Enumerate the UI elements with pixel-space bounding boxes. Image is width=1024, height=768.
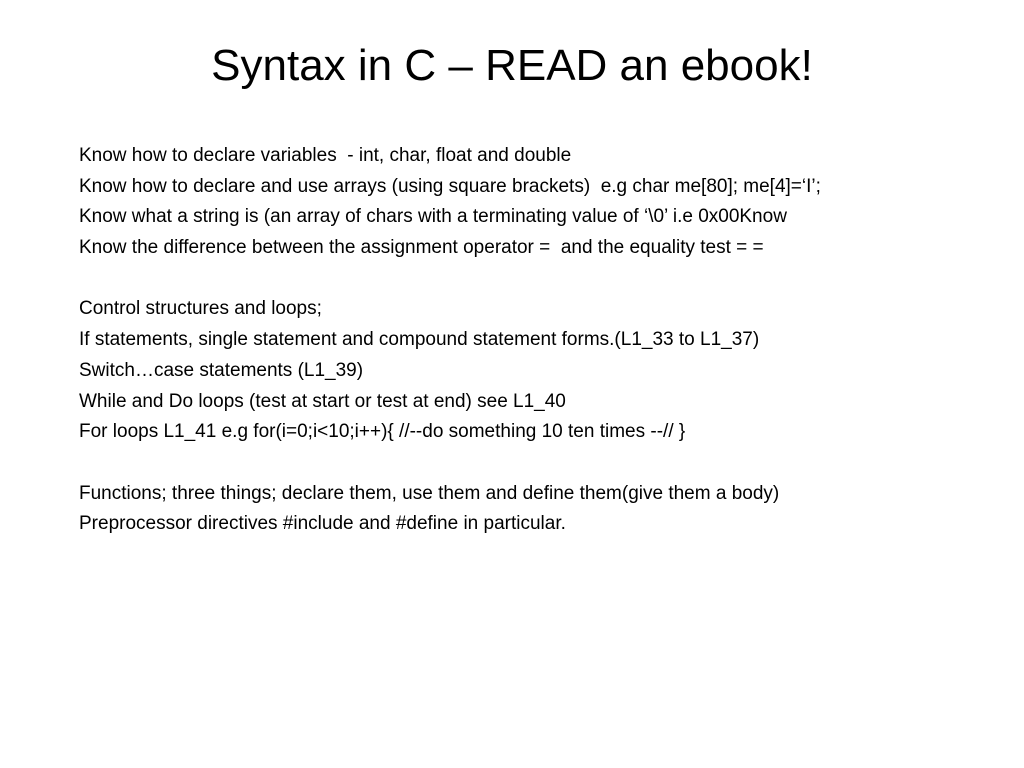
body-line-while-loops: While and Do loops (test at start or test at end) see L1_40 [79, 390, 566, 412]
blank-line [79, 448, 1014, 479]
body-line-arrays: Know how to declare and use arrays (using square brackets) e.g char me[80]; me[4]=‘I’; [79, 175, 821, 197]
body-line-control-structures: Control structures and loops; [79, 298, 322, 320]
body-line-switch: Switch…case statements (L1_39) [79, 359, 364, 381]
body-line-functions: Functions; three things; declare them, use them and define them(give them a body) [79, 482, 780, 504]
body-line-preprocessor: Preprocessor directives #include and #define in particular. [79, 513, 566, 535]
slide-title: Syntax in C – READ an ebook! [211, 41, 813, 90]
body-line-for-loops: For loops L1_41 e.g for(i=0;i<10;i++){ //--do something 10 ten times --// } [79, 421, 686, 443]
body-line-strings: Know what a string is (an array of chars with a terminating value of ‘\0’ i.e 0x00Know [79, 206, 787, 228]
body-line-if-statements: If statements, single statement and compound statement forms.(L1_33 to L1_37) [79, 329, 760, 351]
slide-body [79, 141, 1014, 540]
blank-line [79, 264, 1014, 295]
body-line-operators: Know the difference between the assignment operator = and the equality test = = [79, 237, 764, 259]
body-line-variables: Know how to declare variables - int, char, float and double [79, 145, 572, 166]
